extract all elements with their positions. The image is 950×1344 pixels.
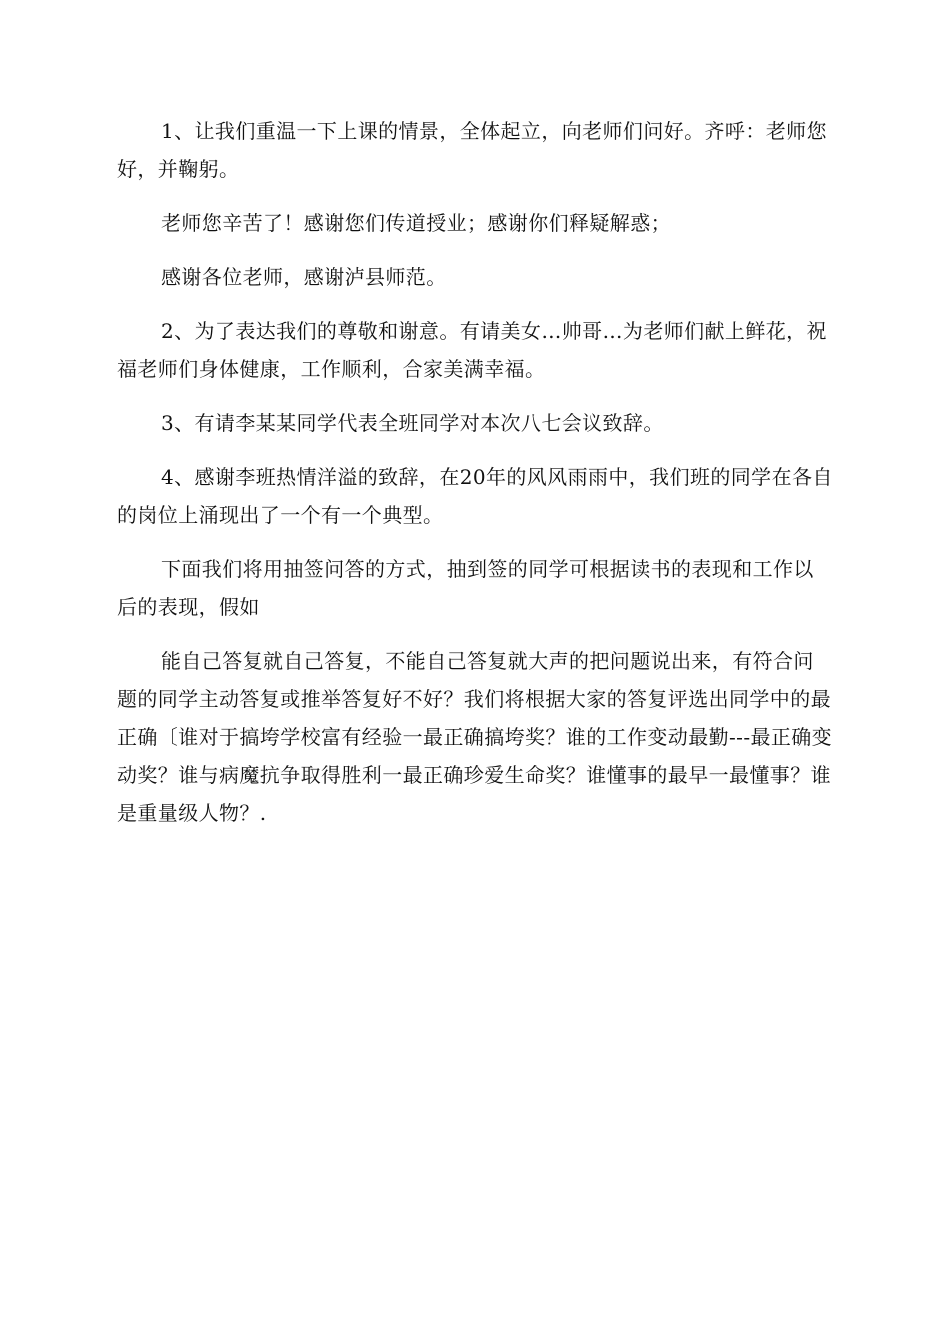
paragraph-greeting: 1、让我们重温一下上课的情景，全体起立，向老师们问好。齐呼：老师您好，并鞠躬。 <box>117 119 827 181</box>
paragraph-awards: 能自己答复就自己答复，不能自己答复就大声的把问题说出来，有符合问题的同学主动答复或推举答复好不好？我们将根据大家的答复评选出同学中的最正确〔谁对于搞垮学校富有经验一最正确搞垮奖？谁的工作变动最勤---最正确变动奖？谁与病魔抗争取得胜利一最正确珍爱生命奖？谁懂事的最早一最懂事？谁是重量级人物？. <box>117 649 833 825</box>
paragraph-lottery-intro: 下面我们将用抽签问答的方式，抽到签的同学可根据读书的表现和工作以后的表现，假如 <box>117 557 814 619</box>
document-body <box>117 112 833 832</box>
paragraph-thanks-teachers: 老师您辛苦了！感谢您们传道授业；感谢你们释疑解惑； <box>161 211 671 235</box>
paragraph-flowers: 2、为了表达我们的尊敬和谢意。有请美女…帅哥…为老师们献上鲜花，祝福老师们身体健康，工作顺利，合家美满幸福。 <box>117 319 827 381</box>
paragraph-thanks-school: 感谢各位老师，感谢泸县师范。 <box>161 265 447 289</box>
paragraph-speech: 3、有请李某某同学代表全班同学对本次八七会议致辞。 <box>161 411 664 435</box>
paragraph-appreciation: 4、感谢李班热情洋溢的致辞，在20年的风风雨雨中，我们班的同学在各自的岗位上涌现出了一个有一个典型。 <box>117 465 833 527</box>
